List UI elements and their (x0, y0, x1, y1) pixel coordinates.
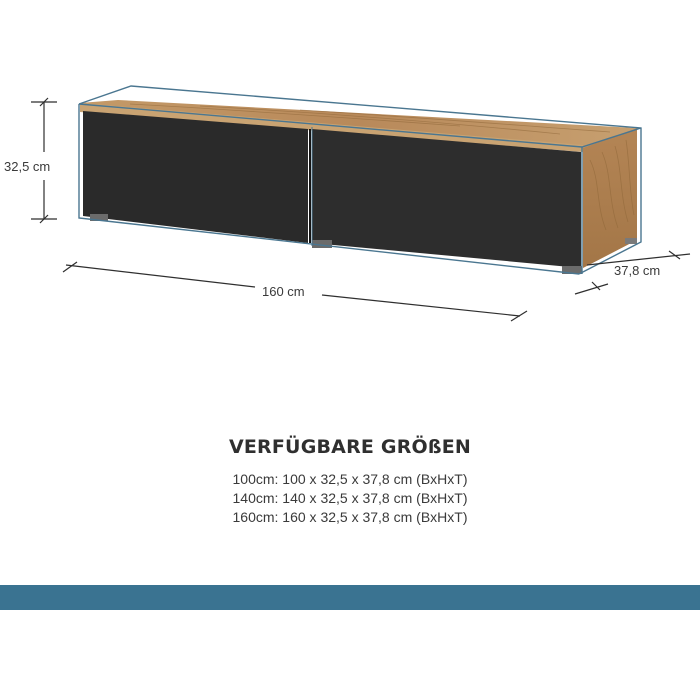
size-item-140: 140cm: 140 x 32,5 x 37,8 cm (BxHxT) (232, 490, 468, 506)
width-label: 160 cm (262, 284, 305, 299)
sizes-heading: VERFÜGBARE GRÖßEN (228, 436, 472, 458)
depth-label: 37,8 cm (614, 263, 661, 278)
size-item-100: 100cm: 100 x 32,5 x 37,8 cm (BxHxT) (232, 471, 468, 487)
height-label: 32,5 cm (4, 159, 51, 174)
available-sizes (0, 436, 700, 527)
cabinet (80, 100, 637, 274)
bottom-color-band (0, 585, 700, 610)
front-door-right (312, 129, 581, 268)
foot-back (625, 238, 637, 244)
cabinet-side-panel (583, 128, 637, 268)
front-door-left (83, 111, 308, 243)
size-item-160: 160cm: 160 x 32,5 x 37,8 cm (BxHxT) (232, 509, 468, 525)
